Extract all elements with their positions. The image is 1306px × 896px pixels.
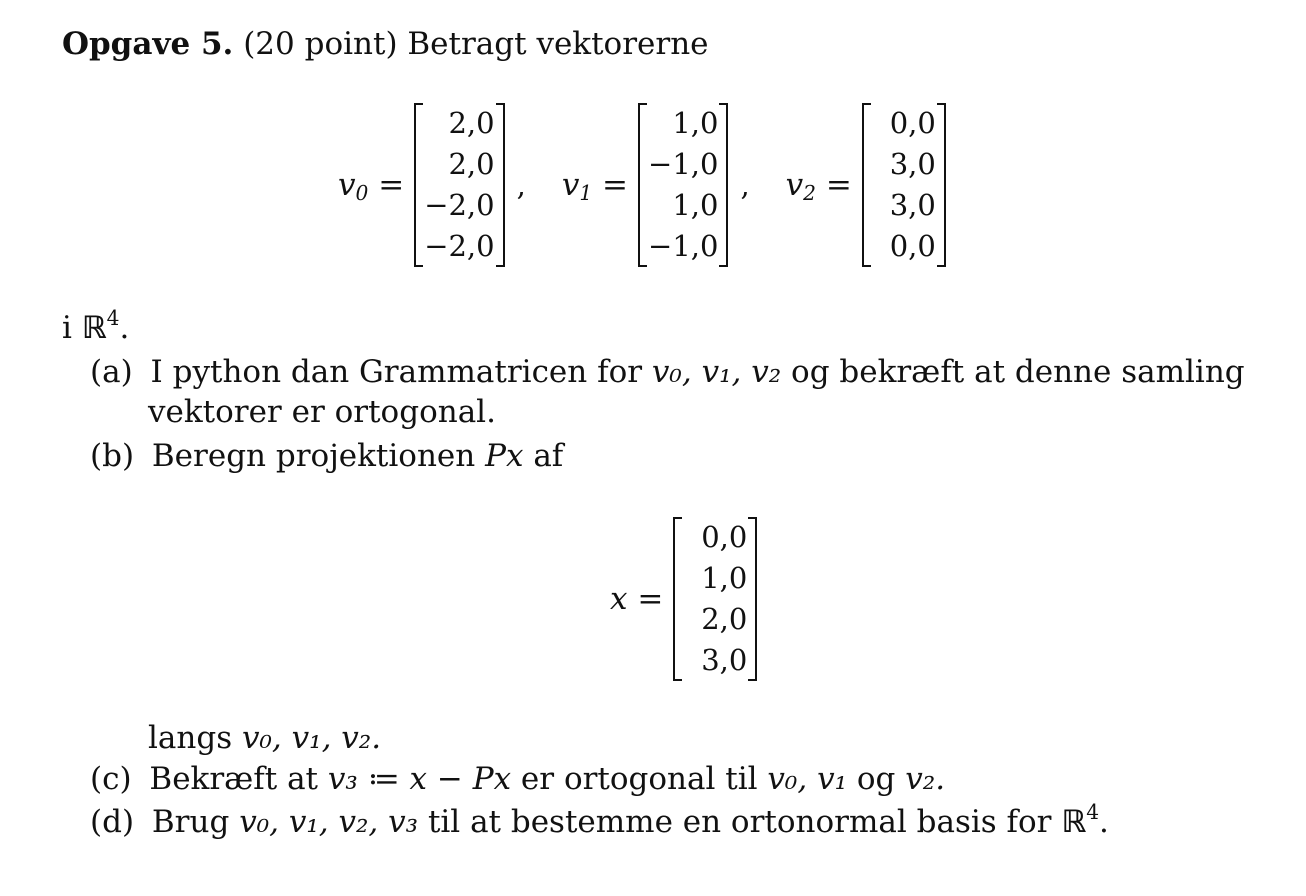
vector-v1-matrix xyxy=(638,103,728,267)
vector-x-matrix xyxy=(673,517,757,681)
matrix-entry: 2,0 xyxy=(448,106,495,140)
vector-display xyxy=(338,103,946,267)
vector-separator: , xyxy=(740,168,750,202)
matrix-entry: 0,0 xyxy=(889,229,936,263)
vector-x-label: x = xyxy=(610,581,664,617)
matrix-entry: 1,0 xyxy=(672,188,719,222)
matrix-entry: 1,0 xyxy=(672,106,719,140)
exercise-points: (20 point) xyxy=(243,26,398,62)
space-line: i ℝ$^4$. xyxy=(62,305,130,346)
matrix-entry: 3,0 xyxy=(889,147,936,181)
matrix-entry: −1,0 xyxy=(648,147,719,181)
exercise-label: Opgave 5. xyxy=(62,26,234,62)
matrix-entry: 2,0 xyxy=(448,147,495,181)
vector-v0-matrix xyxy=(414,103,504,267)
part-c: (c) Bekræft at v₃ ≔ x − Px er ortogonal til v₀, v₁ og v₂. xyxy=(90,761,946,797)
part-b-continuation: langs v₀, v₁, v₂. xyxy=(148,720,382,756)
matrix-entry: 1,0 xyxy=(701,561,748,595)
matrix-entry: −2,0 xyxy=(424,188,495,222)
part-d: (d) Brug v₀, v₁, v₂, v₃ til at bestemme en ortonormal basis for ℝ$^4$. xyxy=(90,799,1109,840)
matrix-entry: 3,0 xyxy=(701,643,748,677)
part-a-line2: vektorer er ortogonal. xyxy=(148,394,496,430)
x-vector-display xyxy=(610,517,757,681)
vector-v0-label: $v_0$ = xyxy=(338,167,405,206)
real-space-symbol: ℝ xyxy=(1061,804,1087,840)
real-space-symbol: ℝ xyxy=(81,310,107,346)
exercise-intro: Betragt vektorerne xyxy=(407,26,709,62)
part-b-marker: (b) xyxy=(90,438,135,474)
part-a: (a) I python dan Grammatricen for v₀, v₁, v₂ og bekræft at denne samling xyxy=(90,354,1245,390)
part-a-marker: (a) xyxy=(90,354,133,390)
matrix-entry: 0,0 xyxy=(701,520,748,554)
matrix-entry: 0,0 xyxy=(889,106,936,140)
part-b: (b) Beregn projektionen Px af xyxy=(90,438,564,474)
part-c-marker: (c) xyxy=(90,761,132,797)
matrix-entry: 2,0 xyxy=(701,602,748,636)
part-d-marker: (d) xyxy=(90,804,135,840)
vector-separator: , xyxy=(516,168,526,202)
matrix-entry: 3,0 xyxy=(889,188,936,222)
vector-v2-matrix xyxy=(862,103,946,267)
exercise-heading xyxy=(62,24,709,64)
vector-v2-label: $v_2$ = xyxy=(785,167,852,206)
matrix-entry: −1,0 xyxy=(648,229,719,263)
vector-v1-label: $v_1$ = xyxy=(561,167,629,206)
matrix-entry: −2,0 xyxy=(424,229,495,263)
